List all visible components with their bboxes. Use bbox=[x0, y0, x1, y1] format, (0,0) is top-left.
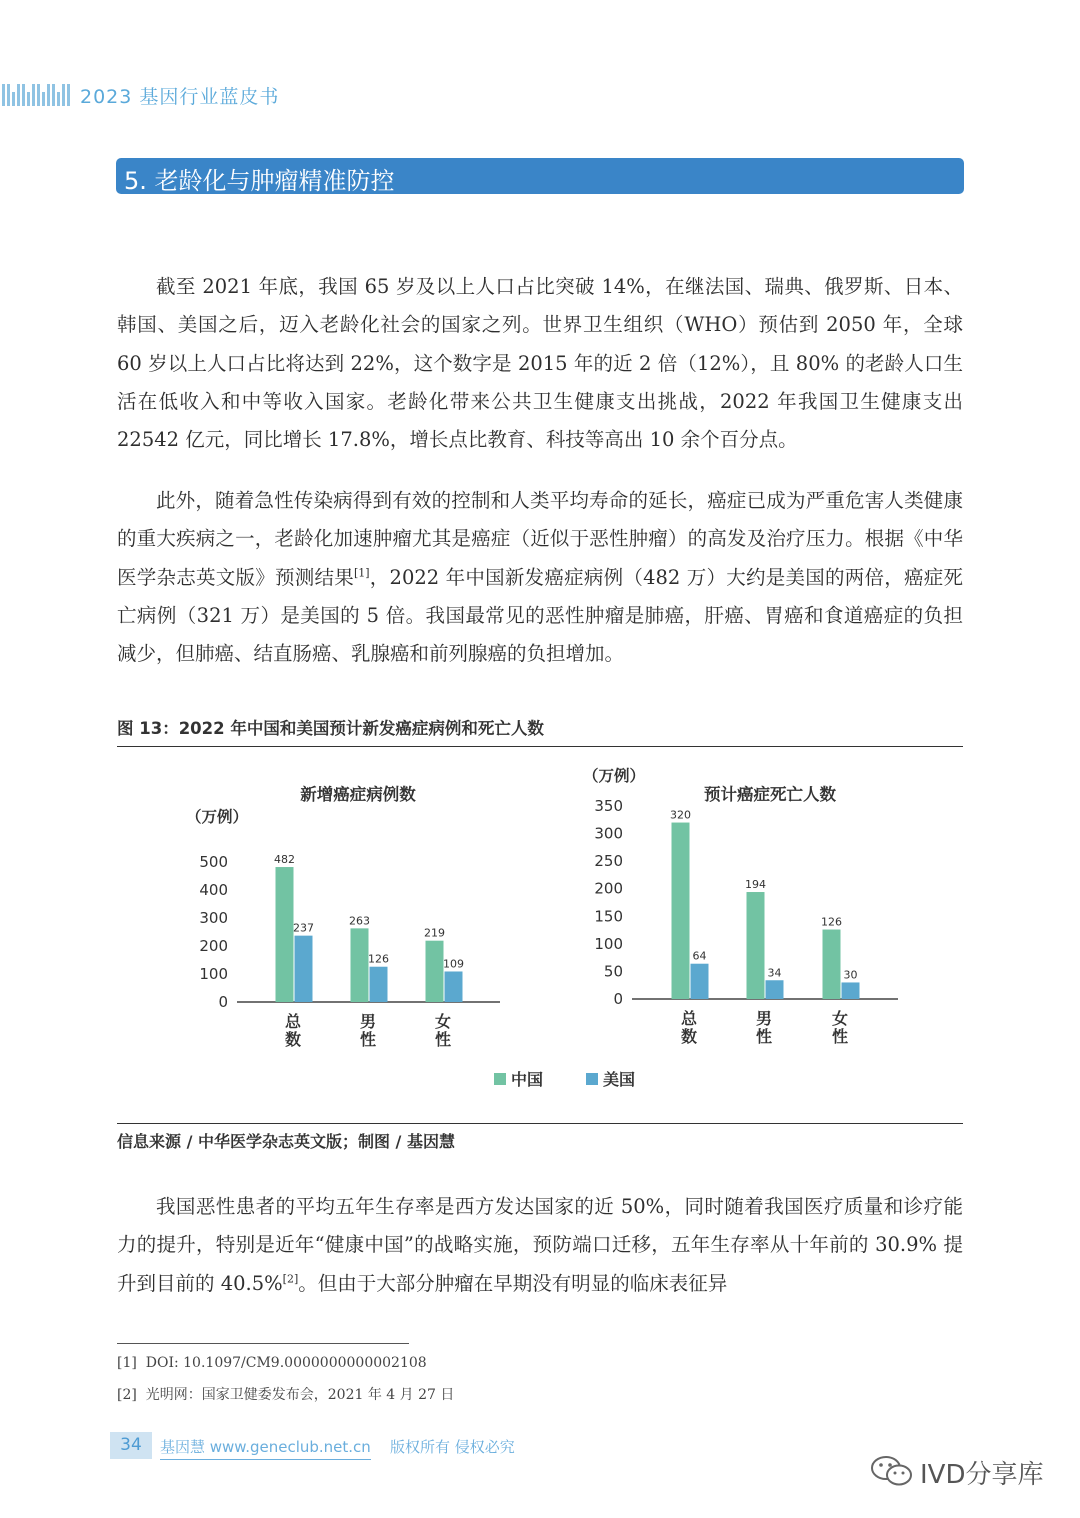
chart-deaths-y-tick: 200 bbox=[594, 879, 623, 898]
legend-label-0: 中国 bbox=[511, 1070, 544, 1089]
chart-cases-data-label: 237 bbox=[293, 921, 314, 935]
chart-deaths-bar-china bbox=[823, 930, 841, 999]
paragraph-2-text-b: ，2022 年中国新发癌症病例（482 万）大约是美国的两倍，癌症死亡病例（321 万）是美国的 5 倍。我国最常见的恶性肿瘤是肺癌，肝癌、胃癌和食道癌症的负担减少，但肺癌、结直肠癌、乳腺癌和前列腺癌的负担增加。 bbox=[117, 565, 963, 666]
chart-deaths-bar-usa bbox=[766, 980, 784, 999]
chart-deaths-category-label: 女 bbox=[831, 1009, 849, 1028]
chart-cases-category-label: 性 bbox=[434, 1030, 452, 1049]
chart-cases-category-label: 性 bbox=[359, 1030, 377, 1049]
chart-cases-y-unit: （万例） bbox=[186, 808, 249, 826]
chart-cases-y-tick: 400 bbox=[199, 881, 228, 899]
chart-cases-category-label: 女 bbox=[434, 1012, 452, 1031]
chart-deaths-data-label: 64 bbox=[692, 949, 707, 963]
chart-cases-bar-china bbox=[426, 941, 444, 1002]
book-title: 2023 基因行业蓝皮书 bbox=[80, 86, 280, 108]
footnote-2 bbox=[117, 1384, 454, 1404]
chart-deaths-category-label: 性 bbox=[831, 1027, 849, 1046]
chart-cases-y-tick: 500 bbox=[199, 853, 228, 871]
header-bars-decoration bbox=[2, 84, 70, 106]
chart-deaths-data-label: 320 bbox=[670, 808, 691, 822]
legend-swatch-1 bbox=[586, 1073, 598, 1085]
chart-deaths-bar-usa bbox=[842, 982, 860, 999]
chart-cases-category-label: 数 bbox=[284, 1030, 302, 1049]
chart-deaths-category-label: 男 bbox=[755, 1009, 773, 1028]
section-title: 5. 老龄化与肿瘤精准防控 bbox=[124, 167, 395, 195]
legend-label-1: 美国 bbox=[603, 1070, 636, 1089]
chart-cases-category-label: 男 bbox=[359, 1012, 377, 1031]
chart-deaths-y-tick: 50 bbox=[603, 962, 623, 981]
figure-source: 信息来源 / 中华医学杂志英文版；制图 / 基因慧 bbox=[117, 1132, 455, 1151]
chart-deaths-category-label: 数 bbox=[680, 1027, 698, 1046]
chart-deaths-y-tick: 150 bbox=[594, 907, 623, 926]
paragraph-3-text-b: 。但由于大部分肿瘤在早期没有明显的临床表征异 bbox=[298, 1271, 728, 1295]
paragraph-3 bbox=[117, 1188, 963, 1303]
chart-deaths-category-label: 总 bbox=[680, 1009, 698, 1028]
footnote-2-text: 光明网：国家卫健委发布会，2021 年 4 月 27 日 bbox=[145, 1387, 455, 1403]
chart-cases-bar-china bbox=[351, 928, 369, 1002]
chart-deaths-data-label: 126 bbox=[821, 915, 842, 929]
citation-ref-1[interactable]: [1] bbox=[353, 566, 370, 580]
legend-swatch-0 bbox=[494, 1073, 506, 1085]
citation-ref-2[interactable]: [2] bbox=[282, 1272, 299, 1286]
chart-deaths-title: 预计癌症死亡人数 bbox=[704, 785, 836, 804]
chart-cases-bar-china bbox=[276, 867, 294, 1002]
chart-cases-bar-usa bbox=[295, 936, 313, 1002]
chart-cases-data-label: 482 bbox=[274, 853, 295, 867]
figure-top-rule bbox=[117, 746, 963, 747]
wechat-icon bbox=[870, 1454, 914, 1488]
footnote-2-num: [2] bbox=[117, 1387, 137, 1403]
paragraph-2-text-a: 此外，随着急性传染病得到有效的控制和人类平均寿命的延长，癌症已成为严重危害人类健康的重大疾病之一，老龄化加速肿瘤尤其是癌症（近似于恶性肿瘤）的高发及治疗压力。根据《中华医学杂志英文版》预测结果 bbox=[117, 489, 963, 589]
chart-cases-data-label: 219 bbox=[424, 926, 445, 940]
running-header bbox=[0, 78, 320, 112]
chart-deaths-bar-usa bbox=[691, 964, 709, 999]
page-number: 34 bbox=[110, 1432, 152, 1459]
chart-cases-data-label: 126 bbox=[368, 952, 389, 966]
paragraph-1: 截至 2021 年底，我国 65 岁及以上人口占比突破 14%，在继法国、瑞典、俄罗斯、日本、韩国、美国之后，迈入老龄化社会的国家之列。世界卫生组织（WHO）预估到 2050 年，全球 60 岁以上人口占比将达到 22%，这个数字是 2015 年的近 2 倍（12%），且 80% 的老龄人口生活在低收入和中等收入国家。老龄化带来公共卫生健康支出挑战，2022 年我国卫生健康支出 22542 亿元，同比增长 17.8%，增长点比教育、科技等高出 10 余个百分点。 bbox=[117, 275, 963, 452]
chart-deaths-y-unit: （万例） bbox=[583, 767, 646, 785]
paragraph-2 bbox=[117, 482, 963, 673]
chart-cases-category-label: 总 bbox=[284, 1012, 302, 1031]
chart-deaths-y-tick: 350 bbox=[594, 797, 623, 815]
footnote-1-num: [1] bbox=[117, 1355, 137, 1371]
chart-cases-y-tick: 100 bbox=[199, 965, 228, 983]
paragraph-3-text-a: 我国恶性患者的平均五年生存率是西方发达国家的近 50%，同时随着我国医疗质量和诊疗能力的提升，特别是近年“健康中国”的战略实施，预防端口迁移，五年生存率从十年前的 30.9% 提升到目前的 40.5% bbox=[117, 1195, 963, 1295]
chart-deaths-category-label: 性 bbox=[755, 1027, 773, 1046]
chart-cases-y-tick: 300 bbox=[199, 909, 228, 927]
figure-title: 图 13：2022 年中国和美国预计新发癌症病例和死亡人数 bbox=[117, 719, 544, 738]
chart-cases-data-label: 109 bbox=[443, 957, 464, 971]
chart-deaths-y-tick: 0 bbox=[613, 990, 623, 1008]
chart-deaths-y-tick: 300 bbox=[594, 824, 623, 843]
chart-cases-bar-usa bbox=[370, 967, 388, 1002]
footer-copyright: 版权所有 侵权必究 bbox=[390, 1438, 515, 1456]
chart-cases-y-tick: 200 bbox=[199, 937, 228, 955]
footnote-rule bbox=[117, 1343, 409, 1344]
footnote-1 bbox=[117, 1355, 427, 1371]
figure-bottom-rule bbox=[117, 1123, 963, 1124]
footnote-1-text: DOI: 10.1097/CM9.0000000000002108 bbox=[145, 1355, 427, 1371]
chart-cases-bar-usa bbox=[445, 971, 463, 1002]
chart-deaths-data-label: 30 bbox=[843, 968, 858, 982]
chart-cases-y-tick: 0 bbox=[218, 993, 228, 1011]
chart-deaths-data-label: 34 bbox=[767, 966, 782, 980]
chart-deaths-bar-china bbox=[672, 823, 690, 999]
chart-deaths-y-tick: 100 bbox=[594, 934, 623, 953]
chart-cases-data-label: 263 bbox=[349, 914, 370, 928]
chart-cases-title: 新增癌症病例数 bbox=[300, 785, 416, 804]
chart-deaths-data-label: 194 bbox=[745, 878, 766, 892]
figure-charts bbox=[0, 750, 1080, 1122]
footer-site-link[interactable]: 基因慧 www.geneclub.net.cn bbox=[160, 1436, 371, 1460]
chart-deaths-y-tick: 250 bbox=[594, 852, 623, 871]
section-heading-bar bbox=[116, 158, 964, 194]
watermark-text: IVD分享库 bbox=[920, 1460, 1044, 1490]
chart-deaths-bar-china bbox=[747, 892, 765, 999]
